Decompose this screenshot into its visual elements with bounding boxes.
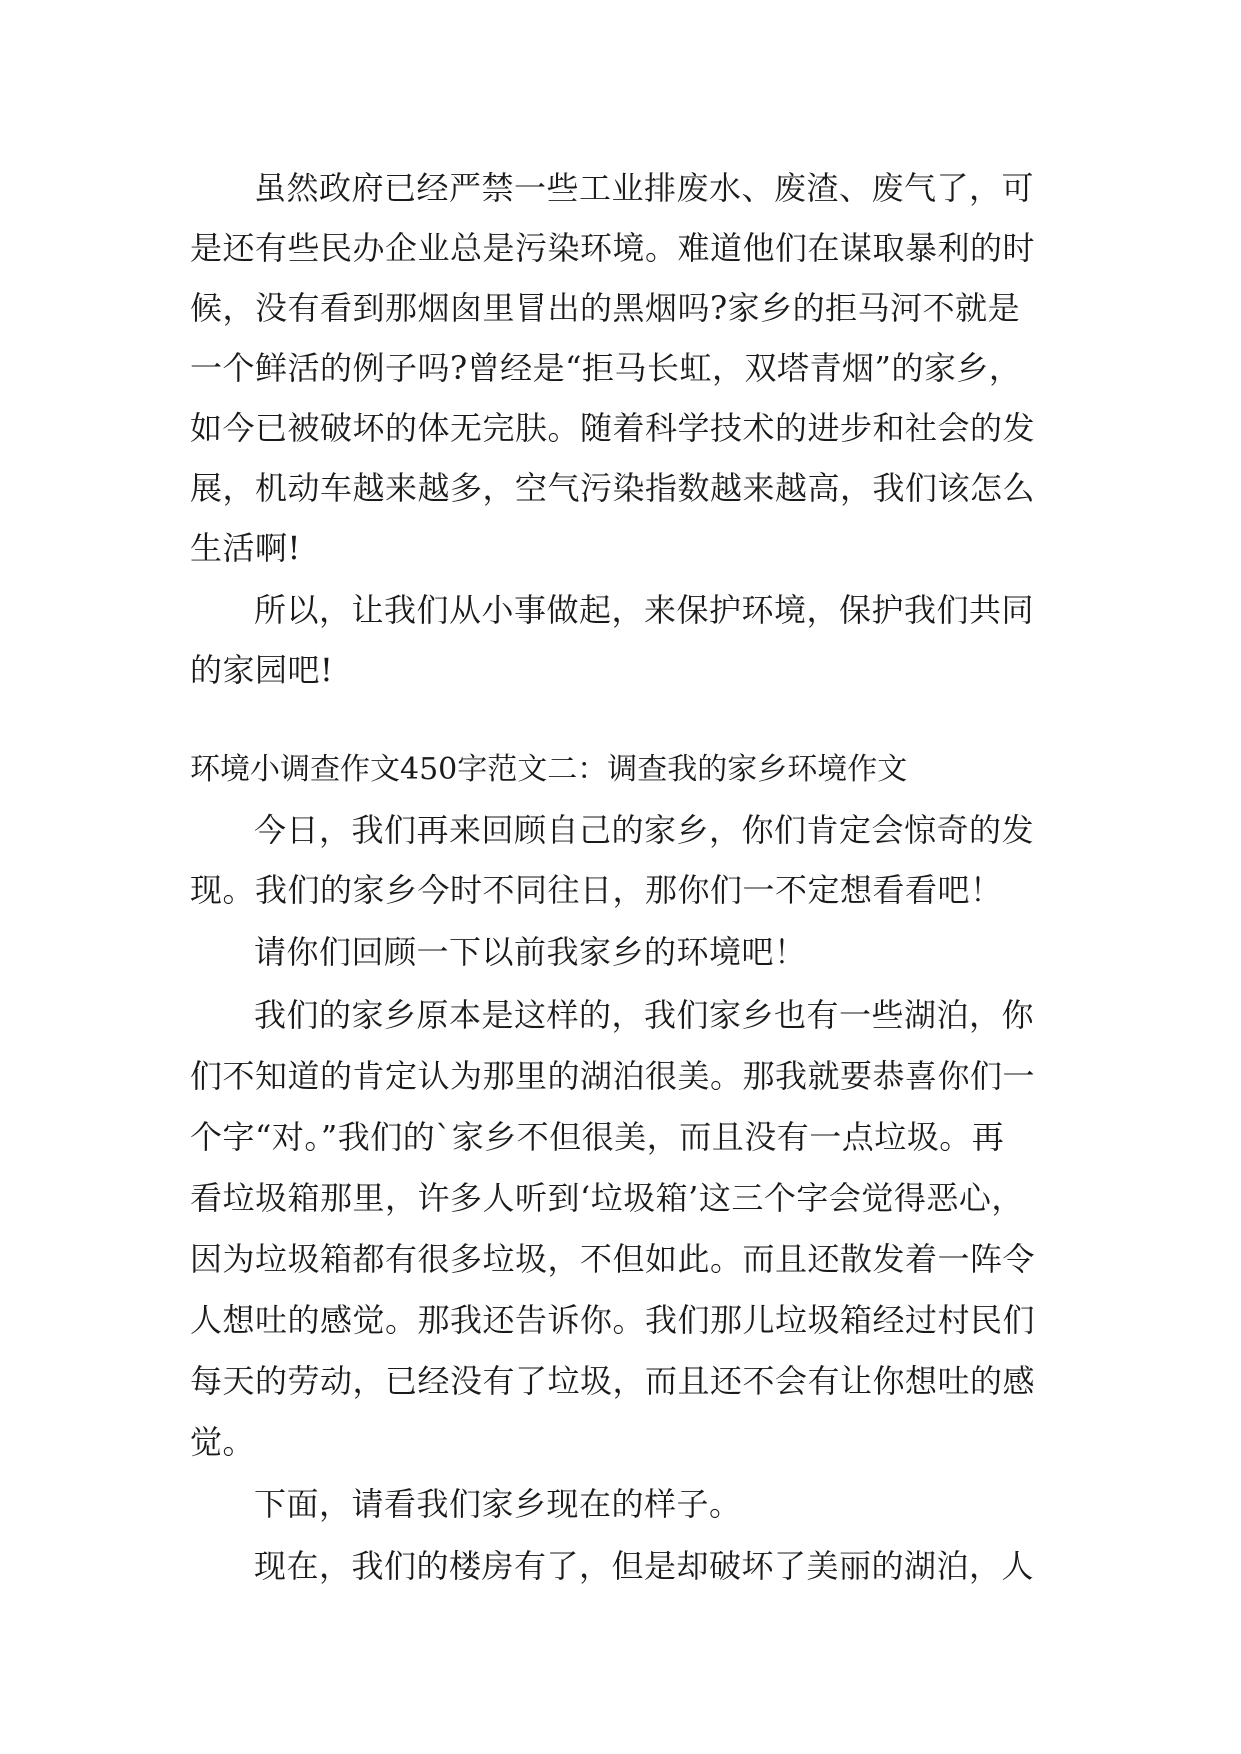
paragraph-5-line-5: 因为垃圾箱都有很多垃圾，不但如此。而且还散发着一阵令 (190, 1240, 1036, 1278)
paragraph-5-line-3: 个字“对。”我们的`家乡不但很美，而且没有一点垃圾。再 (190, 1118, 1005, 1156)
paragraph-7-line-1: 现在，我们的楼房有了，但是却破坏了美丽的湖泊，人 (254, 1547, 1035, 1585)
paragraph-5-line-2: 们不知道的肯定认为那里的湖泊很美。那我就要恭喜你们一 (190, 1057, 1036, 1095)
paragraph-5-line-1: 我们的家乡原本是这样的，我们家乡也有一些湖泊，你 (254, 996, 1035, 1034)
section-heading: 环境小调查作文450字范文二：调查我的家乡环境作文 (190, 752, 908, 787)
paragraph-1-line-5: 如今已被破坏的体无完肤。随着科学技术的进步和社会的发 (190, 409, 1036, 447)
paragraph-5-line-7: 每天的劳动，已经没有了垃圾，而且还不会有让你想吐的感 (190, 1362, 1036, 1400)
paragraph-1-line-1: 虽然政府已经严禁一些工业排废水、废渣、废气了，可 (254, 169, 1035, 207)
paragraph-5-line-6: 人想吐的感觉。那我还告诉你。我们那儿垃圾箱经过村民们 (190, 1301, 1036, 1339)
paragraph-1-line-4: 一个鲜活的例子吗?曾经是“拒马长虹，双塔青烟”的家乡， (190, 349, 1022, 387)
paragraph-1-line-6: 展，机动车越来越多，空气污染指数越来越高，我们该怎么 (190, 469, 1036, 507)
paragraph-6-line-1: 下面，请看我们家乡现在的样子。 (254, 1485, 742, 1523)
paragraph-4-line-1: 请你们回顾一下以前我家乡的环境吧！ (254, 933, 807, 971)
paragraph-5-line-8: 觉。 (190, 1423, 256, 1461)
paragraph-1-line-3: 候，没有看到那烟囱里冒出的黑烟吗?家乡的拒马河不就是 (190, 289, 1021, 327)
paragraph-3-line-2: 现。我们的家乡今时不同往日，那你们一不定想看看吧！ (190, 871, 1003, 909)
paragraph-1-line-7: 生活啊! (190, 529, 301, 567)
paragraph-1-line-2: 是还有些民办企业总是污染环境。难道他们在谋取暴利的时 (190, 229, 1036, 267)
paragraph-2-line-1: 所以，让我们从小事做起，来保护环境，保护我们共同 (254, 591, 1035, 629)
paragraph-2-line-2: 的家园吧! (190, 651, 334, 689)
paragraph-5-line-4: 看垃圾箱那里，许多人听到‘垃圾箱’这三个字会觉得恶心， (190, 1179, 1024, 1217)
paragraph-3-line-1: 今日，我们再来回顾自己的家乡，你们肯定会惊奇的发 (254, 811, 1035, 849)
